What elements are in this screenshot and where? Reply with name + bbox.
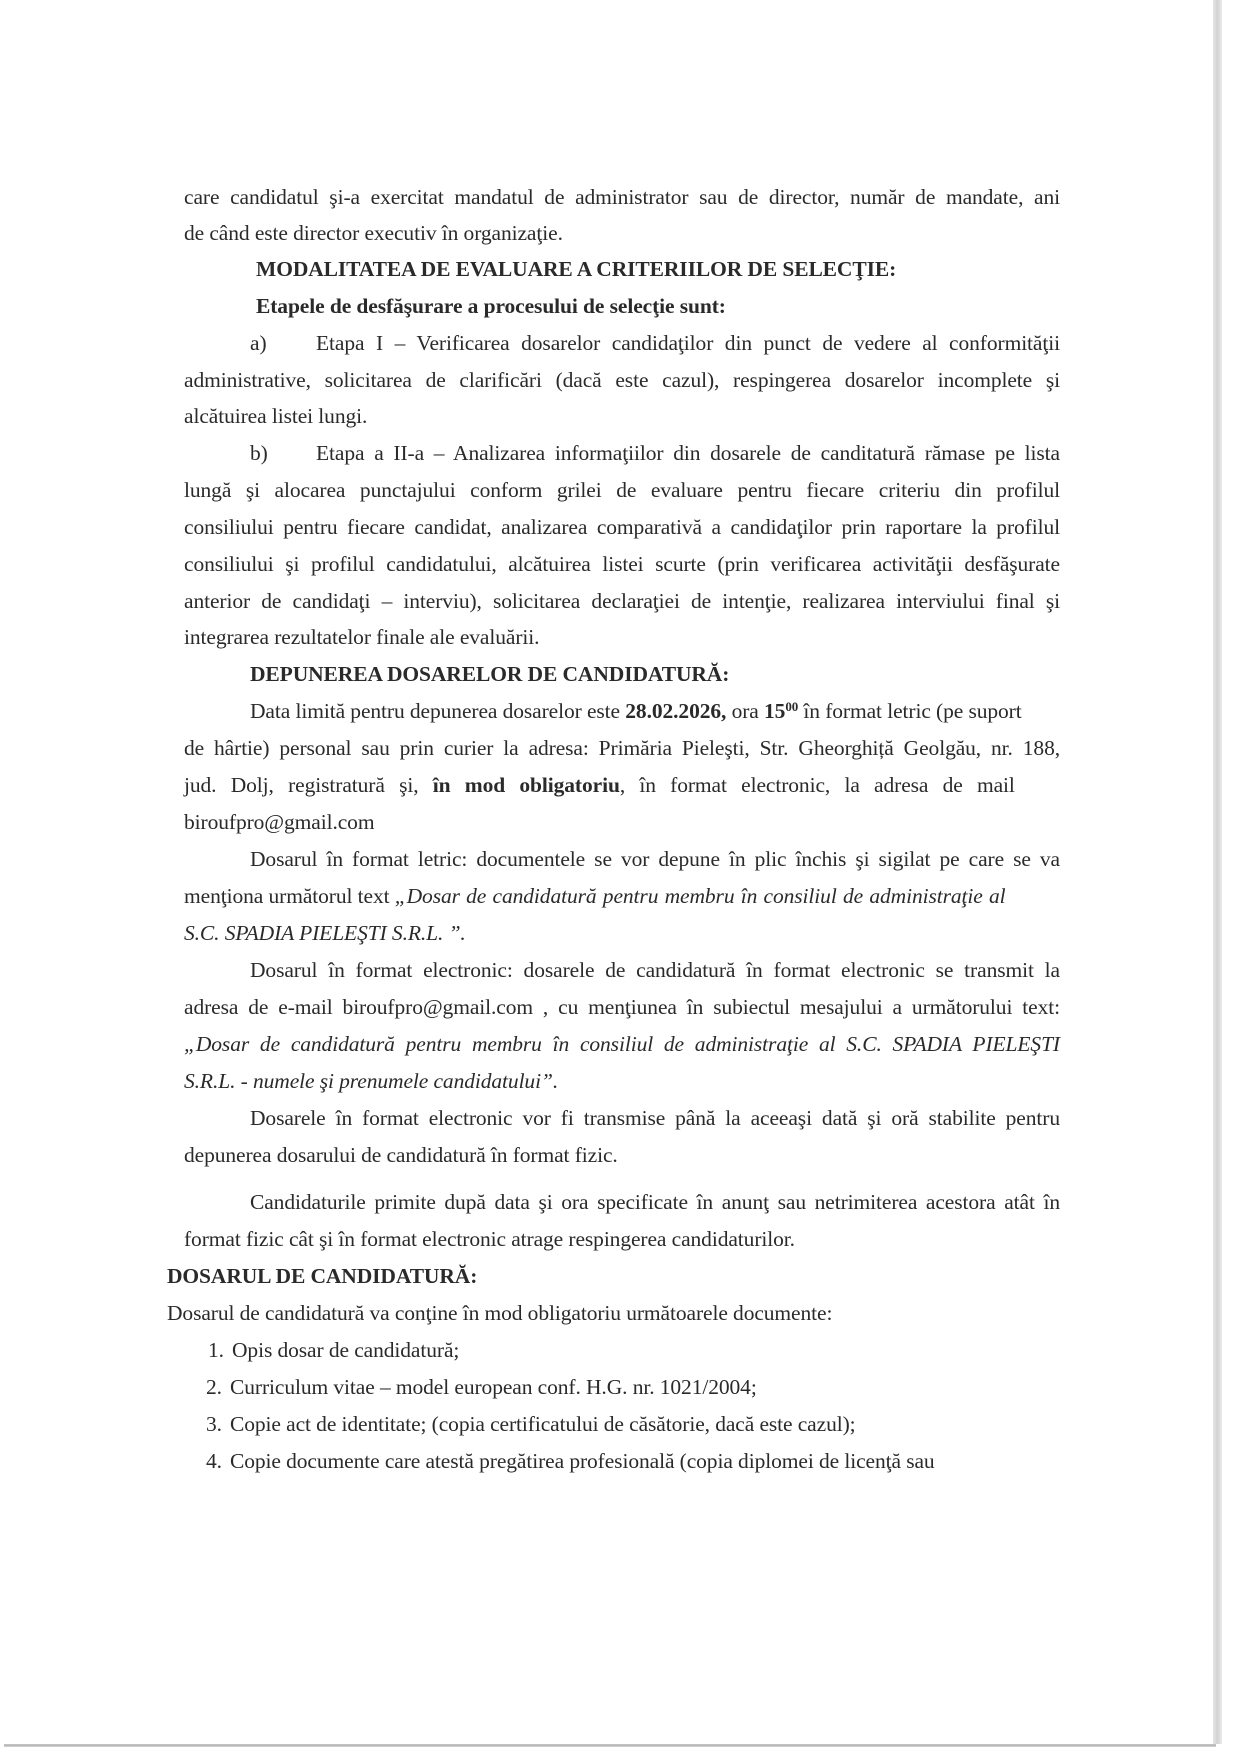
evaluation-heading: MODALITATEA DE EVALUARE A CRITERIILOR DE SELECŢIE: <box>256 257 897 281</box>
letric-line-2-pre: menţiona următorul text <box>184 884 395 908</box>
deadline-pre: Data limită pentru depunerea dosarelor este <box>250 699 626 723</box>
electronic-line-2: adresa de e-mail biroufpro@gmail.com , cu menţiunea în subiectul mesajului a următorului text: <box>184 995 1060 1019</box>
list-item-text: Copie act de identitate; (copia certificatului de căsătorie, dacă este cazul); <box>230 1412 856 1436</box>
deadline-line-3-post: , în format electronic, la adresa de mail <box>619 773 1015 797</box>
contact-email[interactable]: biroufpro@gmail.com <box>184 810 375 834</box>
list-item-number: 2. <box>206 1375 222 1399</box>
deadline-hour-minutes: 00 <box>785 699 799 714</box>
stage-b-text-1: Etapa a II-a – Analizarea informaţiilor din dosarele de canditatură rămase pe lista <box>316 441 1060 465</box>
stage-b-line-5: anterior de candidaţi – interviu), solicitarea declaraţiei de intenţie, realizarea interviului final şi <box>184 589 1060 613</box>
rejection-line-1: Candidaturile primite după data şi ora specificate în anunţ sau netrimiterea acestora atât în <box>250 1190 1060 1214</box>
same-deadline-line-2: depunerea dosarului de candidatură în format fizic. <box>184 1143 618 1167</box>
intro-line-1: care candidatul şi-a exercitat mandatul de administrator sau de director, număr de mandate, ani <box>184 185 1060 209</box>
list-item-number: 4. <box>206 1449 222 1473</box>
dossier-heading: DOSARUL DE CANDIDATURĂ: <box>167 1264 478 1288</box>
deadline-line-1 <box>250 697 1060 725</box>
scan-edge-right <box>1213 0 1222 1744</box>
stage-a-line-2: administrative, solicitarea de clarificări (dacă este cazul), respingerea dosarelor incomplete şi <box>184 368 1060 392</box>
stage-b-line-1 <box>250 439 1060 467</box>
letric-line-2 <box>184 882 1060 910</box>
list-item <box>206 1373 757 1401</box>
list-item <box>206 1447 935 1475</box>
deadline-mid: ora <box>726 699 765 723</box>
deadline-line-3-pre: jud. Dolj, registratură şi, <box>184 773 433 797</box>
list-item-number: 1. <box>208 1338 224 1362</box>
stage-b-line-3: consiliului pentru fiecare candidat, analizarea comparativă a candidaţilor prin raportare la profilul <box>184 515 1060 539</box>
intro-line-2: de când este director executiv în organizaţie. <box>184 221 563 245</box>
stage-b-line-4: consiliului şi profilul candidatului, alcătuirea listei scurte (prin verificarea activităţii desfăşurate <box>184 552 1060 576</box>
electronic-line-1: Dosarul în format electronic: dosarele de candidatură în format electronic se transmit la <box>250 958 1060 982</box>
stage-b-line-6: integrarea rezultatelor finale ale evaluării. <box>184 625 540 649</box>
stage-b-line-2: lungă şi alocarea punctajului conform grilei de evaluare pentru fiecare criteriu din profilul <box>184 478 1060 502</box>
stage-a-line-1 <box>250 329 1060 357</box>
submission-heading: DEPUNEREA DOSARELOR DE CANDIDATURĂ: <box>250 662 730 686</box>
letric-line-1: Dosarul în format letric: documentele se vor depune în plic închis şi sigilat pe care se va <box>250 847 1060 871</box>
same-deadline-line-1: Dosarele în format electronic vor fi transmise până la aceeaşi dată şi oră stabilite pentru <box>250 1106 1060 1130</box>
list-item-text: Opis dosar de candidatură; <box>232 1338 460 1362</box>
electronic-line-4: S.R.L. - numele şi prenumele candidatului”. <box>184 1069 559 1093</box>
scan-edge-bottom <box>4 1744 1216 1747</box>
deadline-post: în format letric (pe suport <box>798 699 1022 723</box>
list-item-number: 3. <box>206 1412 222 1436</box>
list-item-text: Curriculum vitae – model european conf. H.G. nr. 1021/2004; <box>230 1375 757 1399</box>
stage-a-marker: a) <box>250 331 267 355</box>
list-item <box>208 1336 459 1364</box>
list-item <box>206 1410 856 1438</box>
stage-a-line-3: alcătuirea listei lungi. <box>184 404 368 428</box>
evaluation-subheading: Etapele de desfăşurare a procesului de selecţie sunt: <box>256 294 726 318</box>
rejection-line-2: format fizic cât şi în format electronic atrage respingerea candidaturilor. <box>184 1227 795 1251</box>
dossier-intro: Dosarul de candidatură va conţine în mod obligatoriu următoarele documente: <box>167 1301 833 1325</box>
stage-a-text-1: Etapa I – Verificarea dosarelor candidaţilor din punct de vedere al conformităţii <box>316 331 1060 355</box>
deadline-line-3 <box>184 771 1060 799</box>
deadline-date: 28.02.2026, <box>625 699 727 723</box>
deadline-hour: 15 <box>764 699 786 723</box>
deadline-line-2: de hârtie) personal sau prin curier la adresa: Primăria Pieleşti, Str. Gheorghiță Geolgău, nr. 188, <box>184 736 1060 760</box>
electronic-line-3: „Dosar de candidatură pentru membru în consiliul de administraţie al S.C. SPADIA PIELEŞTI <box>184 1032 1060 1056</box>
letric-quoted-text: „Dosar de candidatură pentru membru în consiliul de administraţie al <box>394 884 1006 908</box>
list-item-text: Copie documente care atestă pregătirea profesională (copia diplomei de licenţă sau <box>230 1449 935 1473</box>
letric-line-3: S.C. SPADIA PIELEŞTI S.R.L. ”. <box>184 921 466 945</box>
stage-b-marker: b) <box>250 441 268 465</box>
mandatory-emphasis: în mod obligatoriu <box>432 773 620 797</box>
